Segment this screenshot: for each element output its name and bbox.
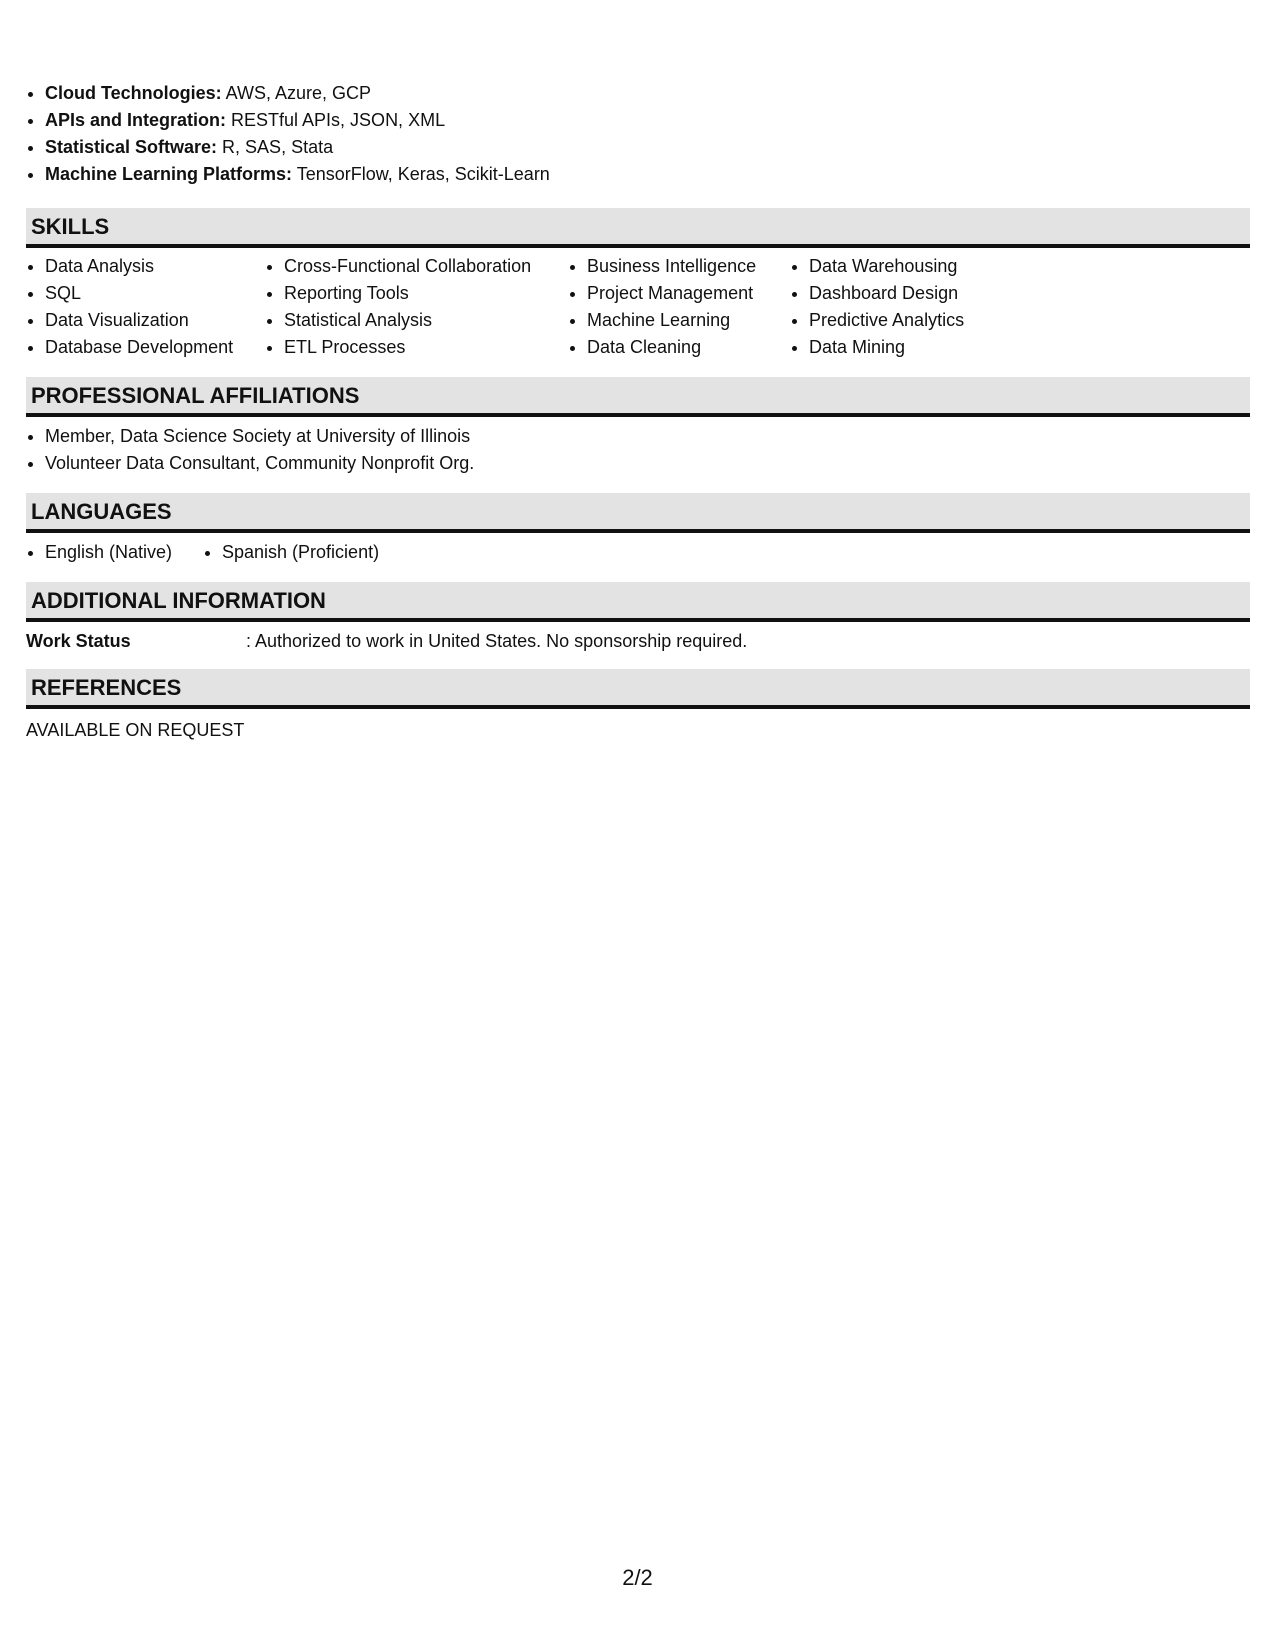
skill-item: • Statistical Analysis [284, 307, 568, 334]
skill-item: • Data Visualization [45, 307, 265, 334]
resume-page [26, 80, 1250, 744]
tech-label: Machine Learning Platforms: [45, 164, 293, 184]
tech-value: R, SAS, Stata [217, 137, 334, 157]
list-item [45, 161, 1250, 188]
language-item: • Spanish (Proficient) [222, 539, 379, 566]
skill-item: • Reporting Tools [284, 280, 568, 307]
skills-column [790, 253, 1109, 361]
tech-value: RESTful APIs, JSON, XML [226, 110, 446, 130]
skill-item: • Predictive Analytics [809, 307, 1109, 334]
section-heading-additional-information: ADDITIONAL INFORMATION [26, 582, 1250, 622]
skill-item: • Data Mining [809, 334, 1109, 361]
language-item: • English (Native) [45, 539, 203, 566]
list-item: • Member, Data Science Society at University of Illinois [45, 423, 1250, 450]
language-column [203, 539, 379, 566]
skills-column [568, 253, 790, 361]
skills-column [26, 253, 265, 361]
tech-label: Cloud Technologies: [45, 83, 222, 103]
affiliations-list [26, 423, 1250, 477]
list-item [45, 80, 1250, 107]
work-status-value: : Authorized to work in United States. No sponsorship required. [246, 631, 748, 651]
list-item [45, 134, 1250, 161]
section-heading-references: REFERENCES [26, 669, 1250, 709]
skill-item: • Machine Learning [587, 307, 790, 334]
section-heading-languages: LANGUAGES [26, 493, 1250, 533]
list-item [45, 107, 1250, 134]
skill-item: • Database Development [45, 334, 265, 361]
tech-value: AWS, Azure, GCP [221, 83, 372, 103]
section-heading-affiliations: PROFESSIONAL AFFILIATIONS [26, 377, 1250, 417]
skill-item: • Dashboard Design [809, 280, 1109, 307]
section-heading-skills: SKILLS [26, 208, 1250, 248]
tech-label: Statistical Software: [45, 137, 218, 157]
skills-column [265, 253, 568, 361]
tech-value: TensorFlow, Keras, Scikit-Learn [292, 164, 550, 184]
languages-list [26, 539, 1250, 566]
skill-item: • Data Analysis [45, 253, 265, 280]
skill-item: • Data Cleaning [587, 334, 790, 361]
skill-item: • Project Management [587, 280, 790, 307]
work-status-label: Work Status [26, 631, 131, 651]
work-status-row [26, 628, 1250, 655]
language-column [26, 539, 203, 566]
list-item: • Volunteer Data Consultant, Community Nonprofit Org. [45, 450, 1250, 477]
skill-item: • ETL Processes [284, 334, 568, 361]
skill-item: • SQL [45, 280, 265, 307]
skill-item: • Data Warehousing [809, 253, 1109, 280]
page-number: 2/2 [622, 1565, 653, 1590]
skill-item: • Cross-Functional Collaboration [284, 253, 568, 280]
skills-grid [26, 253, 1250, 361]
skill-item: • Business Intelligence [587, 253, 790, 280]
references-text: AVAILABLE ON REQUEST [26, 720, 245, 740]
tech-label: APIs and Integration: [45, 110, 227, 130]
technical-skills-list [26, 80, 1250, 188]
